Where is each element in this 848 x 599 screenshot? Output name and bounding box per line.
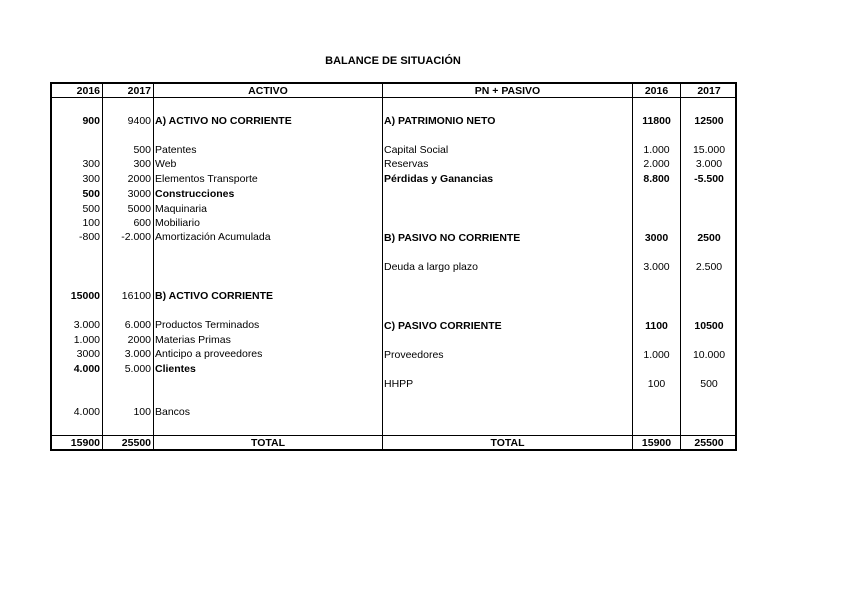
activo-2017-value: 600 [133, 217, 151, 229]
pasivo-account-label: Reservas [384, 158, 429, 170]
total-2017-right: 25500 [694, 437, 724, 449]
pasivo-2017-value: 10500 [694, 320, 724, 332]
pasivo-2016-value: 3000 [644, 232, 669, 244]
activo-2016-value: 4.000 [73, 406, 100, 418]
column-divider [153, 84, 154, 449]
activo-2016-value: 500 [82, 203, 100, 215]
pasivo-2017-value: 3.000 [695, 158, 723, 170]
header-2017-left: 2017 [127, 85, 151, 97]
header-2016-left: 2016 [76, 85, 100, 97]
pasivo-2017-value: 15.000 [692, 144, 726, 156]
total-2016-left: 15900 [70, 437, 100, 449]
activo-2016-value: 300 [82, 158, 100, 170]
activo-account-label: Materias Primas [155, 334, 231, 346]
header-2017-right: 2017 [697, 85, 721, 97]
pasivo-account-label: Capital Social [384, 144, 449, 156]
activo-2017-value: 3.000 [124, 348, 151, 360]
column-divider [102, 84, 103, 449]
activo-2017-value: 5000 [127, 203, 151, 215]
pasivo-2017-value: 12500 [694, 115, 724, 127]
pasivo-2016-value: 100 [647, 378, 666, 390]
activo-account-label: Amortización Acumulada [155, 231, 271, 243]
header-pn-pasivo: PN + PASIVO [474, 85, 541, 97]
pasivo-2016-value: 1100 [645, 320, 668, 332]
pasivo-2017-value: -5.500 [694, 173, 724, 185]
pasivo-2017-value: 2.500 [695, 261, 723, 273]
activo-account-label: Anticipo a proveedores [155, 348, 263, 360]
pasivo-account-label: A) PATRIMONIO NETO [384, 115, 496, 127]
activo-2016-value: 900 [82, 115, 100, 127]
pasivo-2016-value: 2.000 [643, 158, 670, 170]
activo-2017-value: 2000 [127, 173, 151, 185]
activo-2017-value: -2.000 [121, 231, 151, 243]
activo-2017-value: 6.000 [124, 319, 151, 331]
pasivo-account-label: Deuda a largo plazo [384, 261, 478, 273]
activo-account-label: Elementos Transporte [155, 173, 258, 185]
header-activo: ACTIVO [248, 85, 288, 97]
pasivo-account-label: Pérdidas y Ganancias [384, 173, 494, 185]
activo-account-label: Bancos [155, 406, 191, 418]
activo-account-label: Web [155, 158, 177, 170]
pasivo-2017-value: 2500 [697, 232, 721, 244]
activo-account-label: Mobiliario [155, 217, 200, 229]
activo-2017-value: 16100 [121, 290, 151, 302]
activo-2017-value: 3000 [127, 188, 151, 200]
activo-2016-value: 3.000 [73, 319, 100, 331]
total-label-right: TOTAL [490, 437, 525, 449]
pasivo-2016-value: 3.000 [643, 261, 670, 273]
activo-2017-value: 5.000 [124, 363, 151, 375]
total-label-left: TOTAL [250, 437, 286, 449]
activo-2016-value: 4.000 [73, 363, 100, 375]
activo-account-label: B) ACTIVO CORRIENTE [155, 290, 274, 302]
total-2016-right: 15900 [641, 437, 672, 449]
activo-2016-value: 500 [82, 188, 100, 200]
pasivo-2016-value: 1.000 [643, 144, 670, 156]
activo-2017-value: 9400 [127, 115, 151, 127]
page-title: BALANCE DE SITUACIÓN [325, 55, 461, 67]
activo-2017-value: 2000 [127, 334, 151, 346]
pasivo-2017-value: 10.000 [692, 349, 726, 361]
activo-2016-value: 300 [82, 173, 100, 185]
activo-account-label: Patentes [155, 144, 197, 156]
header-2016-right: 2016 [644, 85, 669, 97]
activo-2017-value: 500 [133, 144, 151, 156]
balance-sheet-table [50, 82, 737, 451]
total-2017-left: 25500 [121, 437, 151, 449]
activo-2017-value: 100 [133, 406, 151, 418]
activo-account-label: A) ACTIVO NO CORRIENTE [155, 115, 292, 127]
activo-2017-value: 300 [133, 158, 151, 170]
activo-2016-value: 1.000 [73, 334, 100, 346]
activo-account-label: Construcciones [155, 188, 235, 200]
activo-2016-value: 3000 [76, 348, 100, 360]
pasivo-2016-value: 8.800 [643, 173, 670, 185]
total-divider [52, 435, 735, 436]
pasivo-account-label: B) PASIVO NO CORRIENTE [384, 232, 521, 244]
activo-2016-value: 100 [82, 217, 100, 229]
pasivo-account-label: Proveedores [384, 349, 444, 361]
pasivo-2016-value: 1.000 [643, 349, 670, 361]
activo-2016-value: 15000 [70, 290, 100, 302]
activo-account-label: Clientes [155, 363, 196, 375]
activo-2016-value: -800 [78, 231, 100, 243]
pasivo-account-label: C) PASIVO CORRIENTE [384, 320, 502, 332]
column-divider [382, 84, 383, 449]
pasivo-2017-value: 500 [700, 378, 718, 390]
activo-account-label: Maquinaria [155, 203, 207, 215]
pasivo-2016-value: 11800 [642, 115, 671, 127]
pasivo-account-label: HHPP [384, 378, 414, 390]
header-divider [52, 97, 735, 98]
activo-account-label: Productos Terminados [155, 319, 260, 331]
